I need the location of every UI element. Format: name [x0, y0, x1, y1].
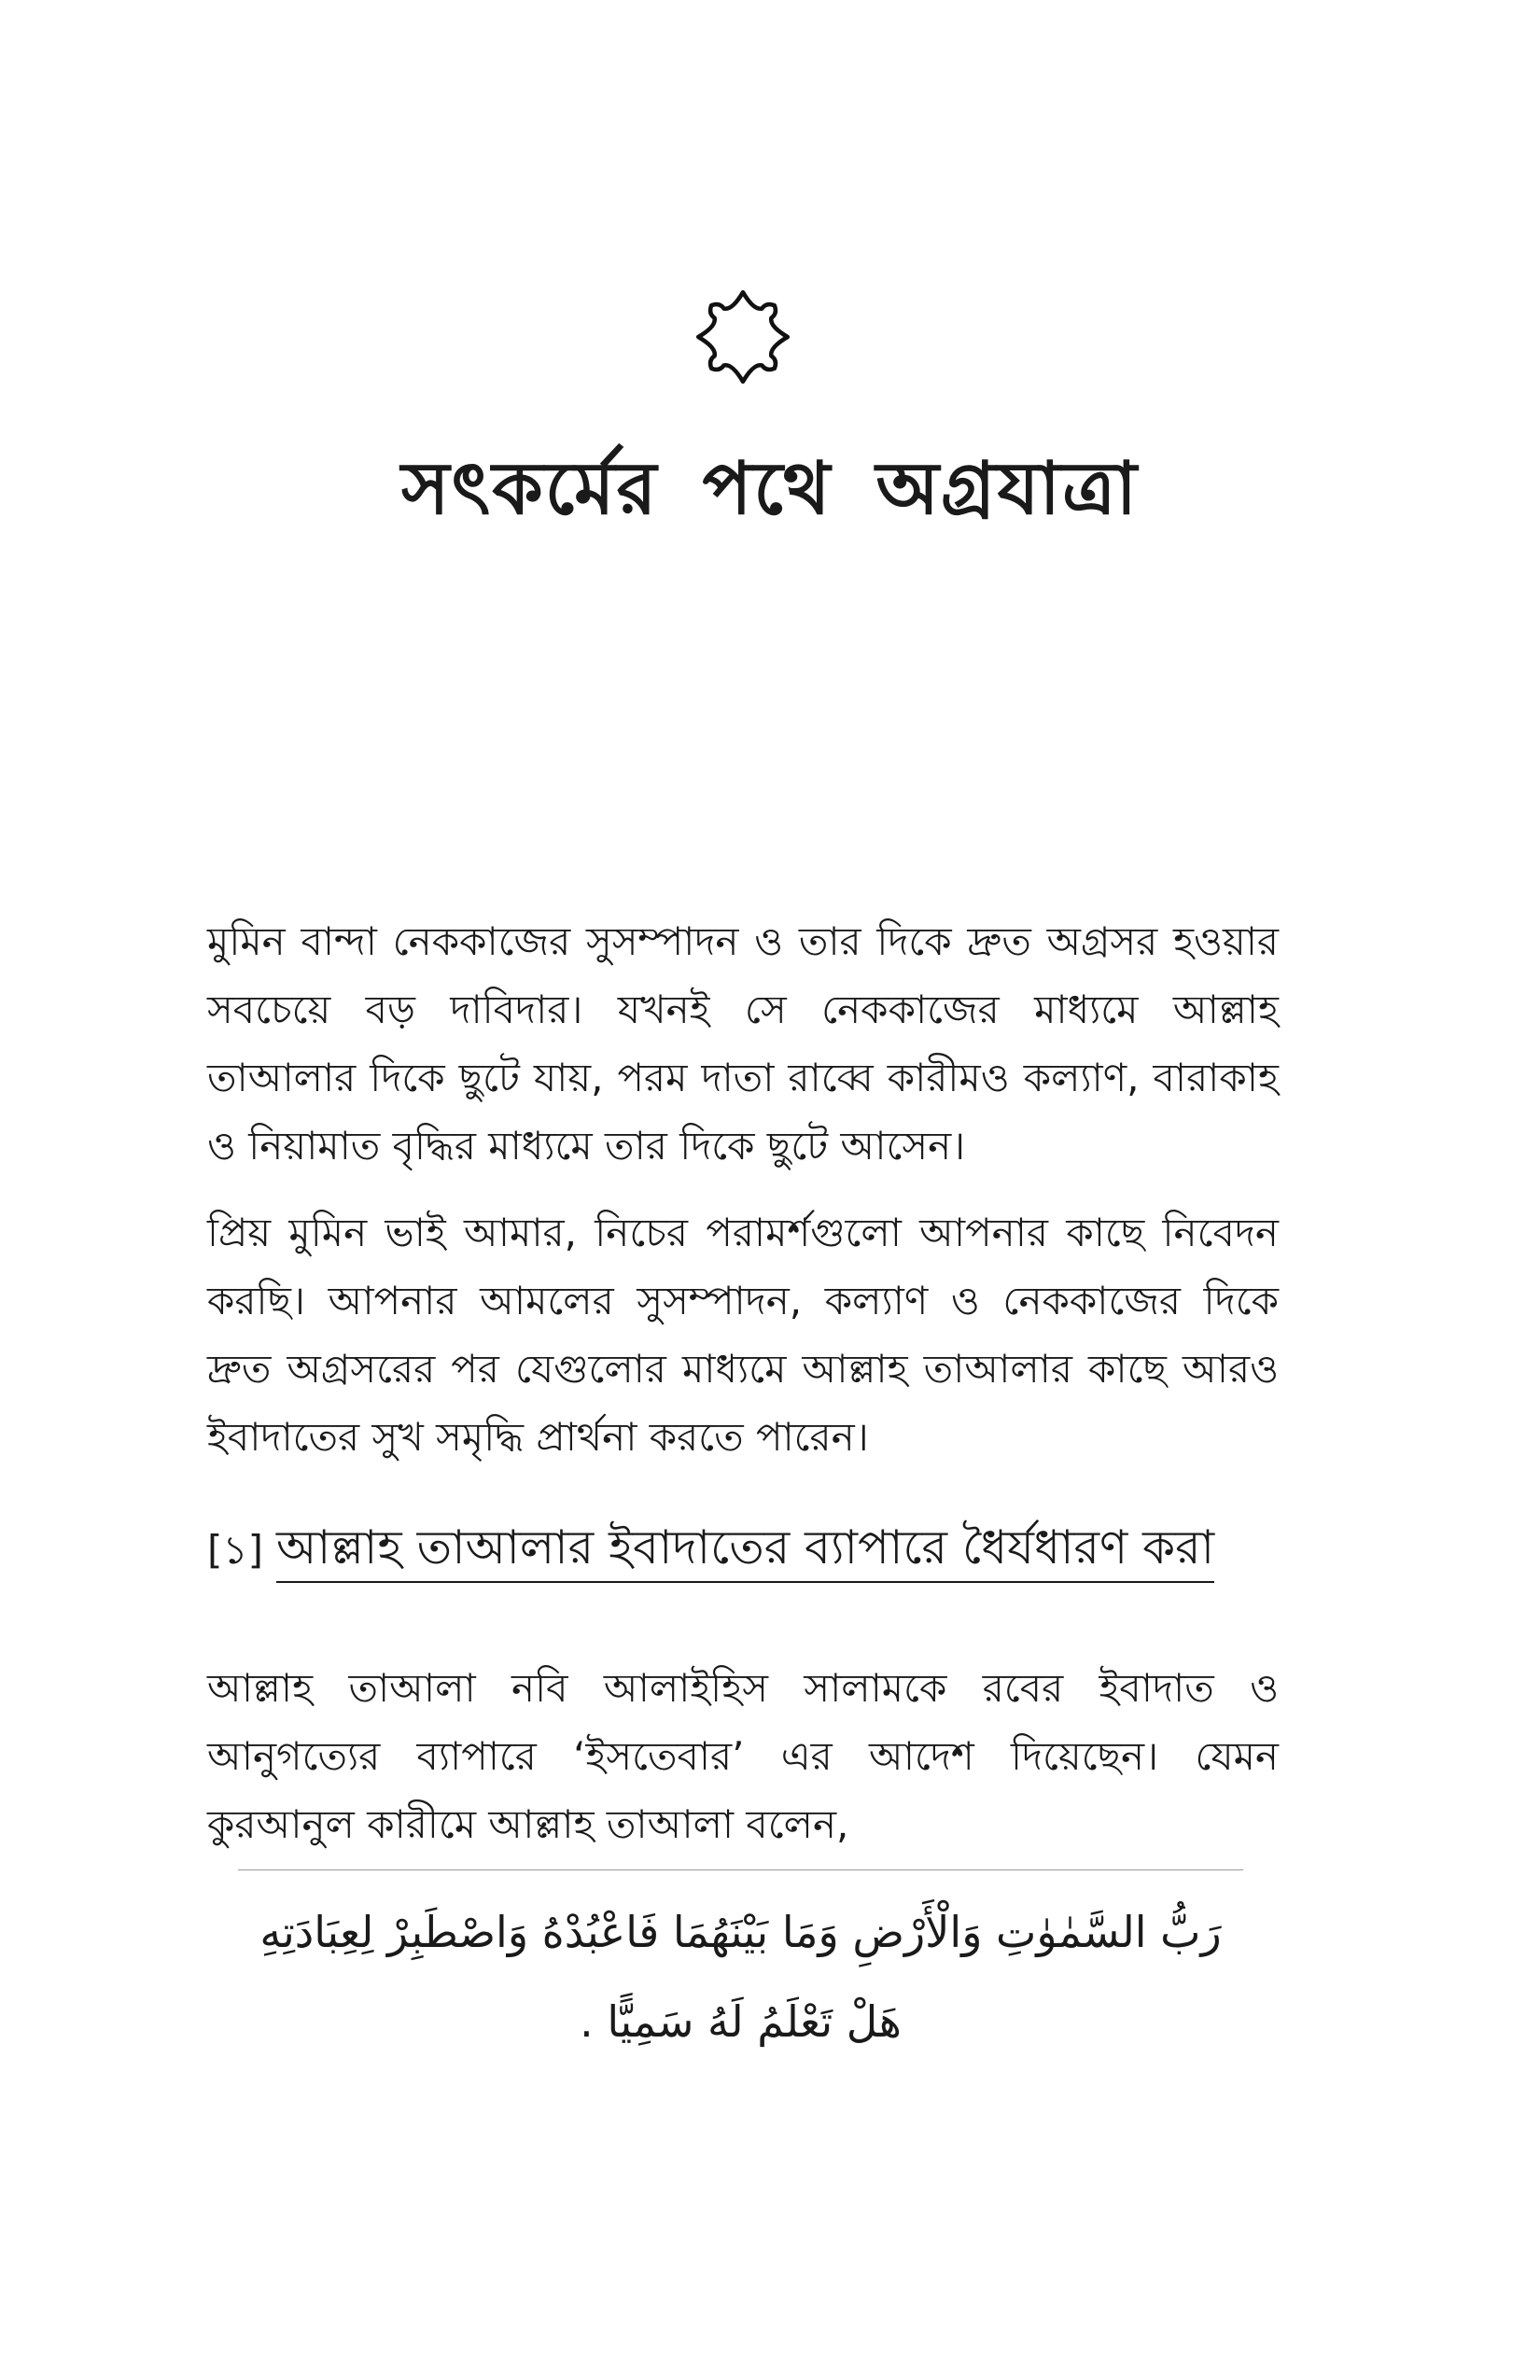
section-heading — [207, 1519, 1214, 1583]
section-heading-text: আল্লাহ তাআলার ইবাদাতের ব্যাপারে ধৈর্যধারণ করা — [276, 1519, 1214, 1583]
intro-paragraph: মুমিন বান্দা নেককাজের সুসম্পাদন ও তার দিকে দ্রুত অগ্রসর হওয়ার সবচেয়ে বড় দাবিদার। যখনই সে নেককাজের মাধ্যমে আল্লাহ তাআলার দিকে ছুটে যায়, পরম দাতা রাব্বে কারীমও কল্যাণ, বারাকাহ ও নিয়ামাত বৃদ্ধির মাধ্যমে তার দিকে ছুটে আসেন। — [207, 918, 1279, 1169]
section-number: [১] — [207, 1527, 264, 1573]
quote-divider — [238, 1869, 1243, 1870]
section-paragraph: আল্লাহ তাআলা নবি আলাইহিস সালামকে রবের ইবাদাত ও আনুগত্যের ব্যাপারে ‘ইসতেবার’ এর আদেশ দিয়েছেন। যেমন কুরআনুল কারীমে আল্লাহ তাআলা বলেন, — [207, 1665, 1279, 1847]
intro-paragraph: প্রিয় মুমিন ভাই আমার, নিচের পরামর্শগুলো আপনার কাছে নিবেদন করছি। আপনার আমলের সুসম্পাদন, কল্যাণ ও নেককাজের দিকে দ্রুত অগ্রসরের পর যেগুলোর মাধ্যমে আল্লাহ তাআলার কাছে আরও ইবাদাতের সুখ সমৃদ্ধি প্রার্থনা করতে পারেন। — [207, 1210, 1279, 1460]
eight-point-flower-icon — [686, 280, 800, 394]
chapter-title: সৎকর্মের পথে অগ্রযাত্রা — [401, 447, 1139, 531]
arabic-verse: رَبُّ السَّمٰوٰتِ وَالْأَرْضِ وَمَا بَيْنَهُمَا فَاعْبُدْهُ وَاصْطَبِرْ لِعِبَادَتِهِ هَلْ تَعْلَمُ لَهُ سَمِيًّا . — [259, 1907, 1222, 2047]
